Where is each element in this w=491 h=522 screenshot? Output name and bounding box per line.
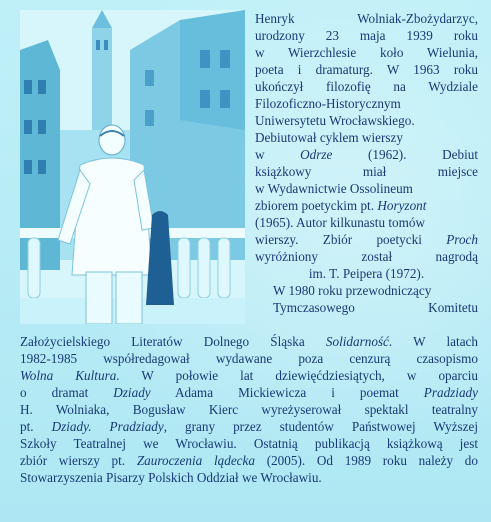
text-line <box>255 248 478 265</box>
poem-title: Pradziady <box>423 385 478 400</box>
text-line <box>20 350 478 367</box>
text-segment: w Wierzchlesie koło Wielunia, <box>255 45 478 60</box>
text-segment: poeta i dramaturg. W 1963 roku <box>255 62 478 77</box>
text-segment: Filozoficzno-Historycznym <box>255 96 401 111</box>
biography-text-bottom <box>20 333 478 486</box>
text-line <box>255 180 478 197</box>
text-segment: w Wydawnictwie Ossolineum <box>255 181 413 196</box>
text-line <box>255 146 478 163</box>
text-segment: zbiorem poetyckim pt. <box>255 198 378 213</box>
text-segment: (1962). Debiut <box>332 147 478 162</box>
journal-title: Odrze <box>300 147 333 162</box>
text-segment: urodzony 23 maja 1939 roku <box>255 28 478 43</box>
play-title: Dziady. Pradziady <box>51 419 164 434</box>
author-photo <box>20 10 245 324</box>
text-line <box>20 367 478 384</box>
text-line <box>20 452 478 469</box>
text-segment: W 1980 roku przewodniczący <box>273 283 432 298</box>
text-line <box>20 333 478 350</box>
text-line <box>20 469 478 486</box>
text-segment: 1982-1985 współredagował wydawane poza cenzurą czasopismo <box>20 351 478 366</box>
text-line <box>255 214 478 231</box>
text-line <box>20 435 478 452</box>
text-segment: Założycielskiego Literatów Dolnego Śląska <box>20 334 326 349</box>
book-title: Horyzont <box>377 198 427 213</box>
text-line <box>255 282 478 299</box>
text-line <box>255 299 478 316</box>
text-line <box>255 129 478 146</box>
text-segment: H. Wolniaka, Bogusław Kierc wyreżyserował spektakl teatralny <box>20 402 478 417</box>
text-segment: Szkoły Teatralnej we Wrocławiu. Ostatnią publikacją książkową jest <box>20 436 478 451</box>
text-segment: im. T. Peipera (1972). <box>308 266 425 281</box>
text-segment: Debiutował cyklem wierszy <box>255 130 403 145</box>
text-segment: Tymczasowego Komitetu <box>273 300 478 315</box>
text-line <box>20 384 478 401</box>
text-segment: . W połowie lat dziewięćdziesiątych, w oparciu <box>116 368 478 383</box>
text-segment: pt. <box>20 419 52 434</box>
text-segment: (1965). Autor kilkunastu tomów <box>255 215 425 230</box>
text-line <box>255 95 478 112</box>
drama-title: Dziady <box>113 385 151 400</box>
text-line <box>255 61 478 78</box>
text-line <box>255 197 478 214</box>
book-title: Zauroczenia lądecka <box>136 453 255 468</box>
text-segment: wierszy. Zbiór poetycki <box>255 232 447 247</box>
text-line <box>255 163 478 180</box>
text-segment: , grany przez studentów Państwowej Wyższej <box>163 419 478 434</box>
text-segment: Uniwersytetu Wrocławskiego. <box>255 113 415 128</box>
text-segment: książkowy miał miejsce <box>255 164 478 179</box>
text-line <box>20 401 478 418</box>
book-title: Proch <box>446 232 478 247</box>
text-segment: Adama Mickiewicza i poemat <box>150 385 424 400</box>
text-segment: ukończył filozofię na Wydziale <box>255 79 478 94</box>
text-line <box>255 78 478 95</box>
text-line <box>255 10 478 27</box>
text-segment: w <box>255 147 301 162</box>
text-segment: . W latach <box>388 334 479 349</box>
text-segment: wyróżniony został nagrodą <box>255 249 478 264</box>
magazine-title: Wolna Kultura <box>20 368 117 383</box>
text-line <box>20 418 478 435</box>
text-segment: zbiór wierszy pt. <box>20 453 137 468</box>
text-line <box>255 265 478 282</box>
text-segment: (2005). Od 1989 roku należy do <box>254 453 478 468</box>
text-line <box>255 112 478 129</box>
text-line <box>255 231 478 248</box>
text-segment: o dramat <box>20 385 114 400</box>
author-photo-drawing <box>20 10 245 324</box>
text-line <box>255 44 478 61</box>
biography-text-top <box>255 10 478 316</box>
text-segment: Stowarzyszenia Pisarzy Polskich Oddział we Wrocławiu. <box>20 470 322 485</box>
committee-name: Solidarność <box>325 334 389 349</box>
text-segment: Henryk Wolniak-Zbożydarzyc, <box>255 11 478 26</box>
text-line <box>255 27 478 44</box>
